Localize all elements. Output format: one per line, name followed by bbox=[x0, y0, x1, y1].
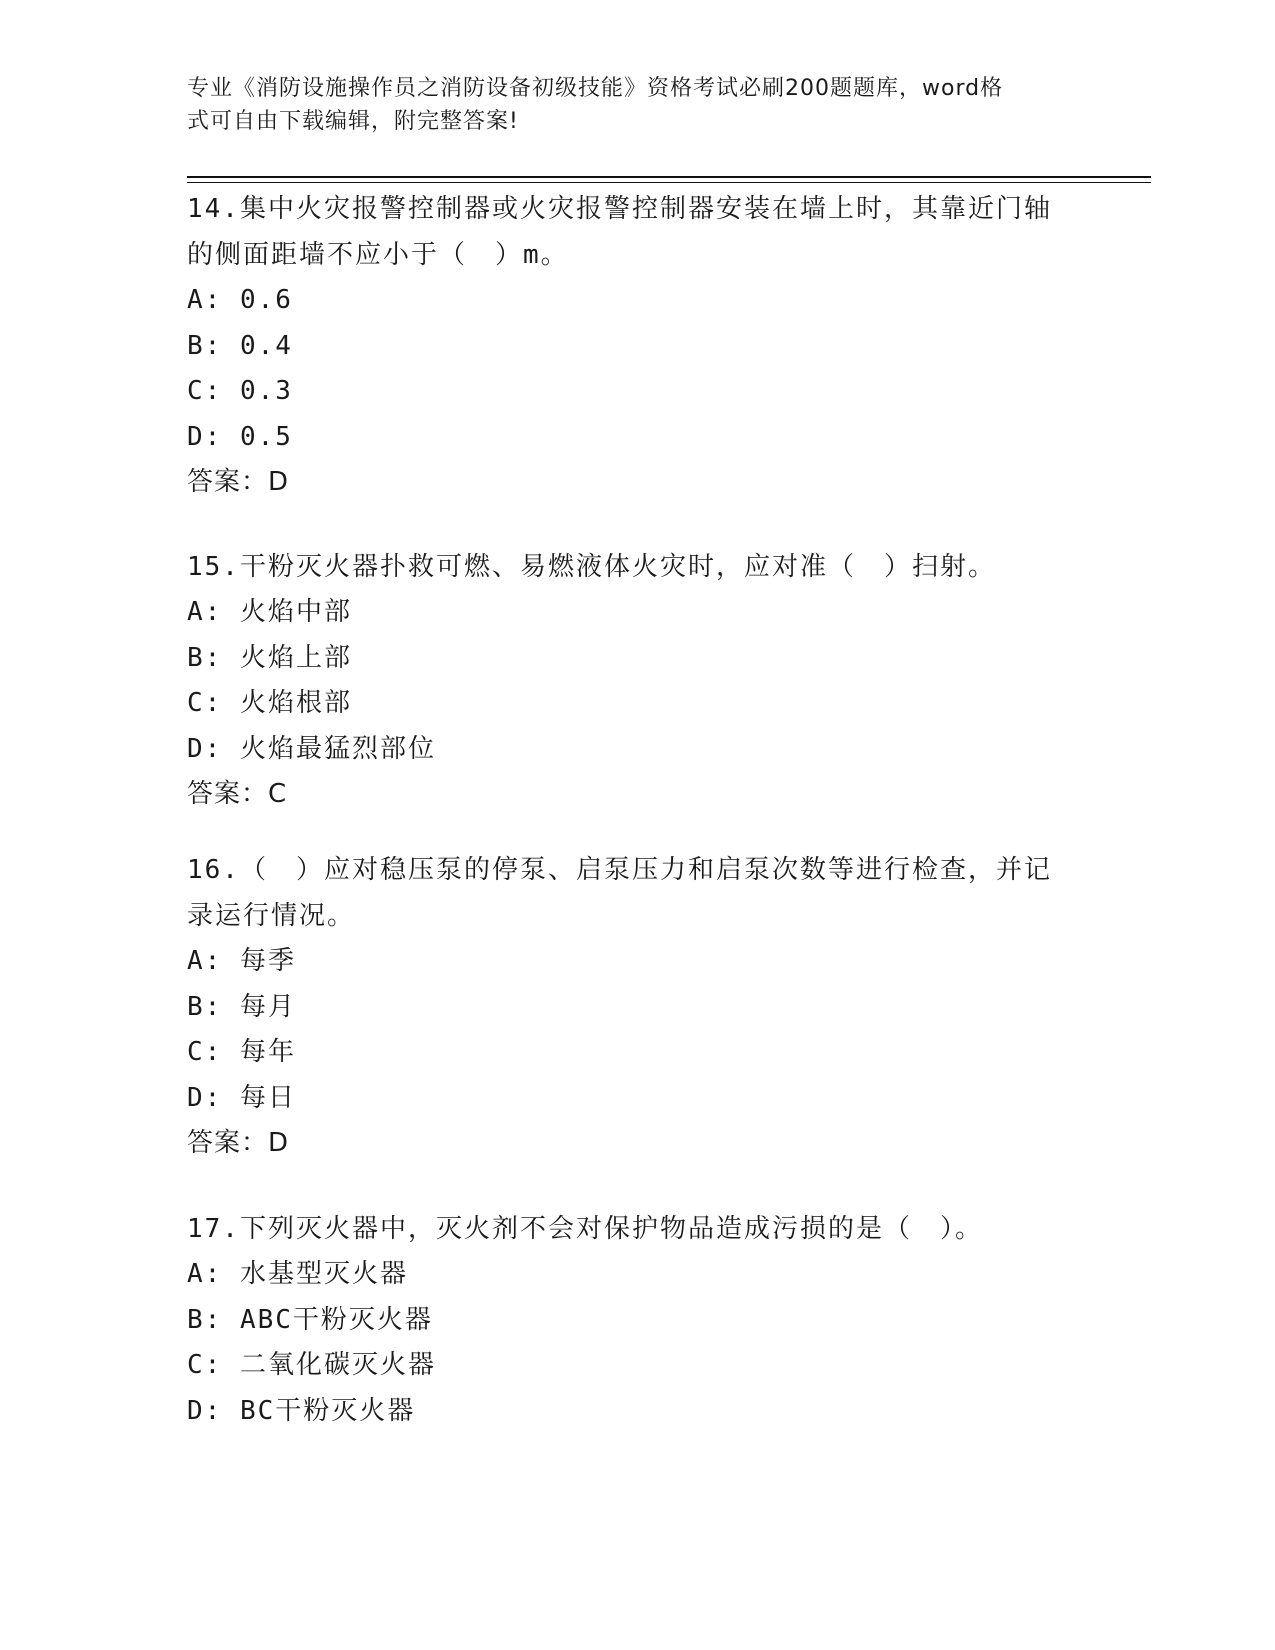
option-d: D: 0.5 bbox=[187, 421, 293, 452]
option-c: C: 火焰根部 bbox=[187, 688, 352, 718]
option-d: D: 每日 bbox=[187, 1082, 296, 1113]
option-b: B: 火焰上部 bbox=[187, 642, 352, 673]
question-block-17 bbox=[187, 1206, 1087, 1434]
answer-line: 答案：D bbox=[187, 1128, 290, 1158]
option-a: A: 火焰中部 bbox=[187, 597, 352, 627]
option-b: B: 每月 bbox=[187, 991, 296, 1022]
option-b: B: ABC干粉灭火器 bbox=[187, 1304, 433, 1335]
option-c: C: 0.3 bbox=[187, 376, 293, 406]
question-text-line-2: 录运行情况。 bbox=[187, 901, 356, 931]
question-text-line-2: 的侧面距墙不应小于（ ）m。 bbox=[187, 240, 569, 270]
question-text-line-1: 17.下列灭火器中，灭火剂不会对保护物品造成污损的是（ ）。 bbox=[187, 1214, 983, 1244]
option-a: A: 0.6 bbox=[187, 285, 293, 315]
header-line-2: 式可自由下载编辑，附完整答案! bbox=[187, 109, 519, 134]
header-divider-thin bbox=[187, 182, 1151, 183]
option-d: D: BC干粉灭火器 bbox=[187, 1395, 416, 1426]
header-divider-thick bbox=[187, 176, 1151, 178]
answer-line: 答案：D bbox=[187, 467, 290, 497]
option-a: A: 每季 bbox=[187, 946, 296, 976]
question-block-14 bbox=[187, 186, 1087, 505]
option-d: D: 火焰最猛烈部位 bbox=[187, 733, 436, 764]
question-text-line-1: 16.（ ）应对稳压泵的停泵、启泵压力和启泵次数等进行检查，并记 bbox=[187, 855, 1052, 885]
header-line-1: 专业《消防设施操作员之消防设备初级技能》资格考试必刷200题题库，word格 bbox=[187, 76, 1004, 101]
question-block-15 bbox=[187, 544, 1087, 817]
question-block-16 bbox=[187, 847, 1087, 1166]
document-header bbox=[187, 72, 1067, 138]
question-text-line-1: 15.干粉灭火器扑救可燃、易燃液体火灾时，应对准（ ）扫射。 bbox=[187, 552, 996, 582]
option-c: C: 二氧化碳灭火器 bbox=[187, 1350, 436, 1380]
option-c: C: 每年 bbox=[187, 1037, 296, 1067]
option-a: A: 水基型灭火器 bbox=[187, 1259, 408, 1289]
question-text-line-1: 14.集中火灾报警控制器或火灾报警控制器安装在墙上时，其靠近门轴 bbox=[187, 194, 1052, 224]
option-b: B: 0.4 bbox=[187, 330, 293, 361]
answer-line: 答案：C bbox=[187, 779, 288, 809]
